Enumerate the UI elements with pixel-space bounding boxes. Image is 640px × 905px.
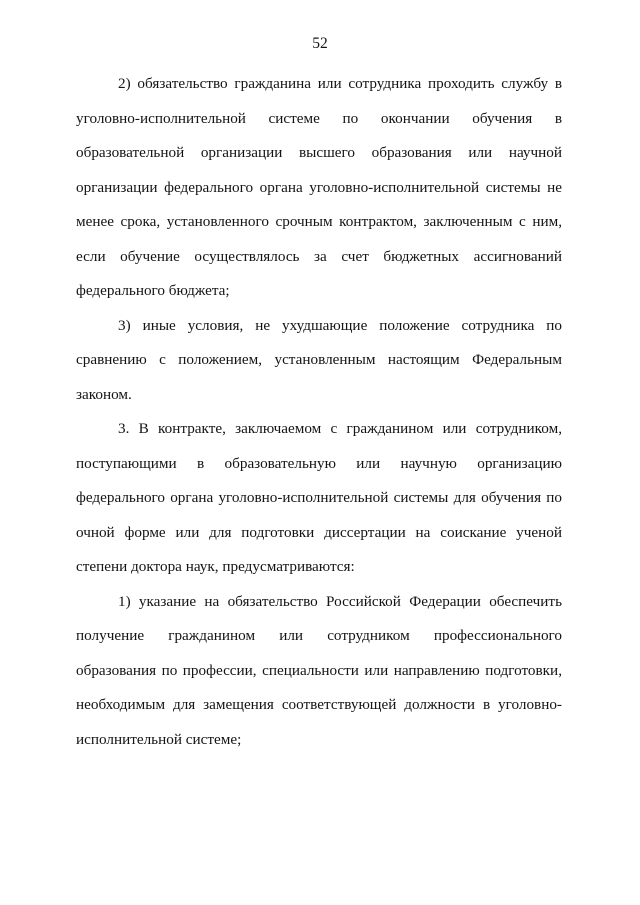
paragraph-item-2: 2) обязательство гражданина или сотрудника проходить службу в уголовно-исполнительной системе по окончании обучения в образовательной организации высшего образования или научной организации федерального органа уголовно-исполнительной системы не менее срока, установленного срочным контрактом, заключенным с ним, если обучение осуществлялось за счет бюджетных ассигнований федерального бюджета; [76,75,562,299]
paragraph-section-3: 3. В контракте, заключаемом с гражданином или сотрудником, поступающими в образовательную или научную организацию федерального органа уголовно-исполнительной системы для обучения по очной форме или для подготовки диссертации на соискание ученой степени доктора наук, предусматриваются: [76,420,562,575]
paragraph-item-1: 1) указание на обязательство Российской Федерации обеспечить получение гражданином или сотрудником профессионального образования по профессии, специальности или направлению подготовки, необходимым для замещения соответствующей должности в уголовно-исполнительной системе; [76,592,562,748]
document-body [76,67,562,757]
paragraph-item-3: 3) иные условия, не ухудшающие положение сотрудника по сравнению с положением, установленным настоящим Федеральным законом. [76,316,562,403]
page-number: 52 [312,35,328,52]
